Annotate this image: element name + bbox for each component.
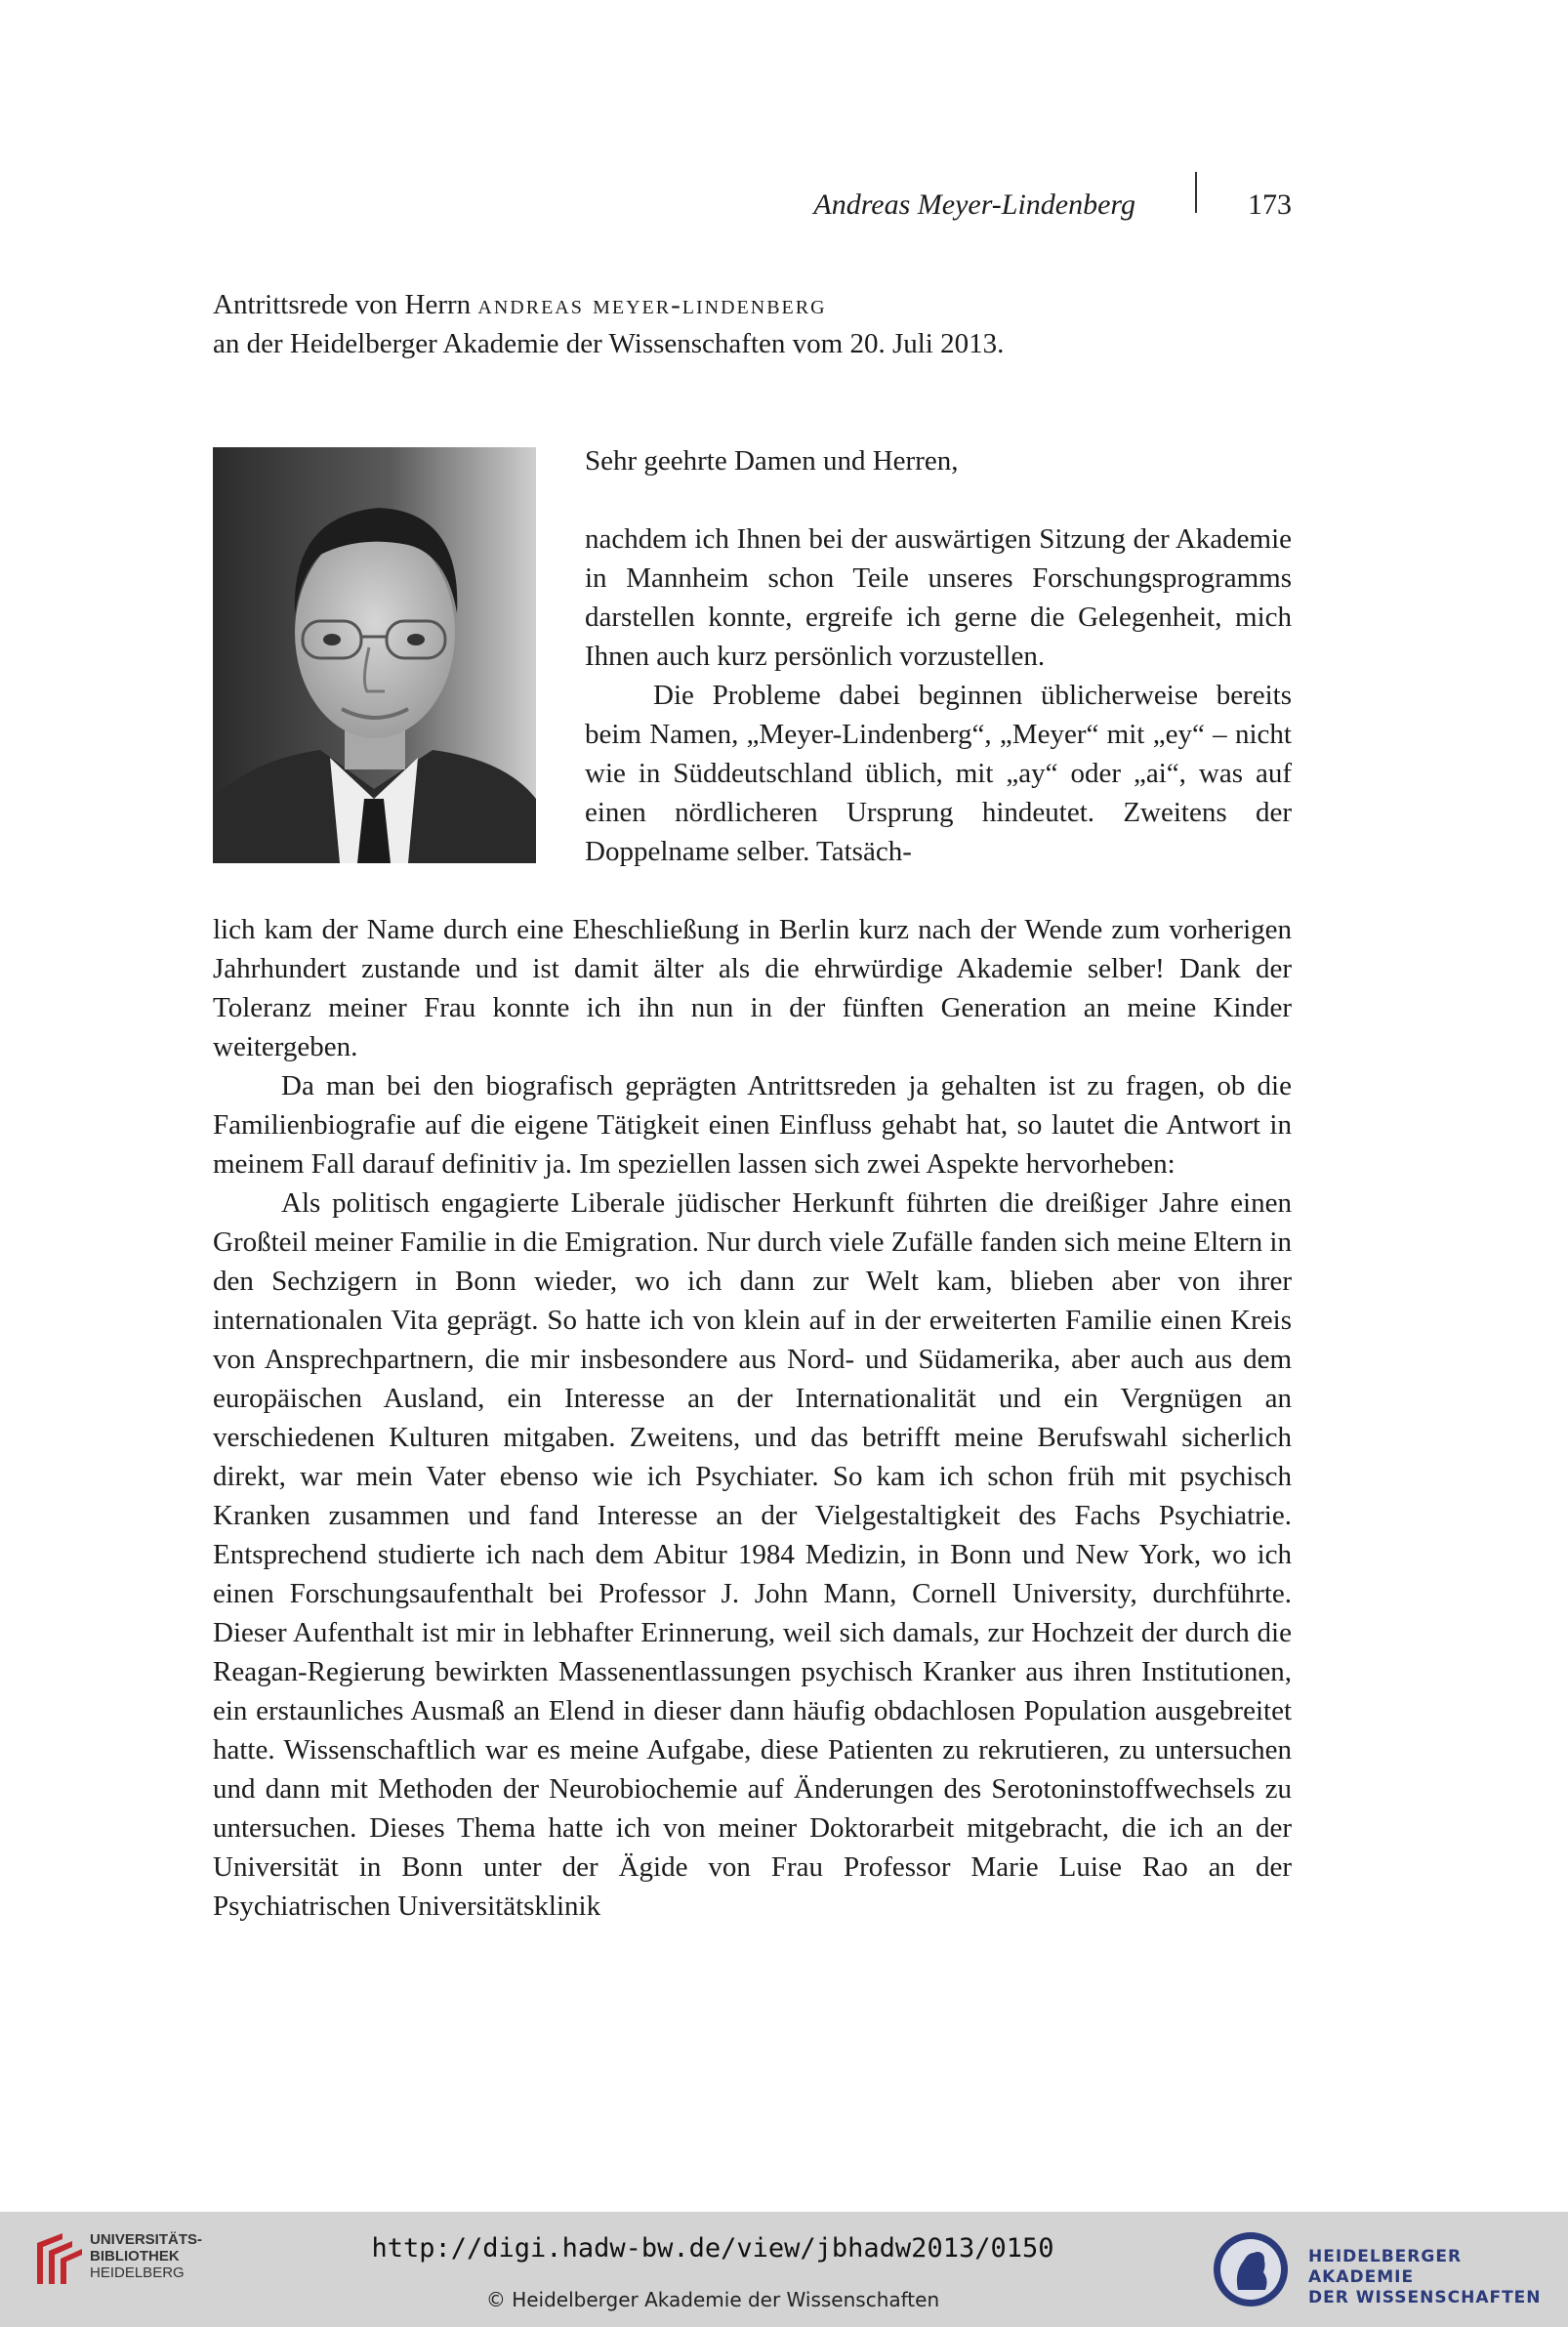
ub-line-2: BIBLIOTHEK <box>90 2248 180 2265</box>
academy-name <box>1308 2247 1552 2308</box>
running-head <box>683 186 1292 244</box>
body-text-main <box>213 910 1292 1926</box>
author-portrait <box>213 447 536 863</box>
academy-line-1: HEIDELBERGER AKADEMIE <box>1308 2247 1463 2287</box>
paragraph: Da man bei den biografisch geprägten Antrittsreden ja gehalten ist zu fragen, ob die Familienbiografie auf die eigene Tätigkeit einen Einfluss gehabt hat, so lautet die Antwort in meinem Fall darauf definitiv ja. Im speziellen lassen sich zwei Aspekte hervorheben: <box>213 1070 1292 1180</box>
university-library-name <box>90 2231 246 2281</box>
ub-line-3: HEIDELBERG <box>90 2265 185 2281</box>
salutation: Sehr geehrte Damen und Herren, <box>585 445 959 477</box>
ub-line-1: UNIVERSITÄTS- <box>90 2231 203 2248</box>
paragraph: Als politisch engagierte Liberale jüdischer Herkunft führten die dreißiger Jahre einen Großteil meiner Familie in die Emigration. Nur durch viele Zufälle fanden sich meine Eltern in den Sechzigern in Bonn wieder, wo ich dann zur Welt kam, blieben aber von ihrer internationalen Vita geprägt. So hatte ich von klein auf in der erweiterten Familie einen Kreis von Ansprechpartnern, die mir insbesondere aus Nord- und Südamerika, aber auch aus dem europäischen Ausland, ein Interesse an der Internationalität und ein Vergnügen an verschiedenen Kulturen mitgaben. Zweitens, und das betrifft meine Berufswahl sicherlich direkt, war mein Vater ebenso wie ich Psychiater. So kam ich schon früh mit psychisch Kranken zusammen und fand Interesse an der Vielgestaltigkeit des Fachs Psychiatrie. Entsprechend studierte ich nach dem Abitur 1984 Medizin, in Bonn und New York, wo ich einen Forschungsaufenthalt bei Professor J. John Mann, Cornell University, durchführte. Dieser Aufenthalt ist mir in lebhafter Erinnerung, weil sich damals, zur Hochzeit der durch die Reagan-Regierung bewirkten Massenentlassungen psychisch Kranker aus ihren Institutionen, ein erstaunliches Ausmaß an Elend in dieser dann häufig obdachlosen Population ausgebreitet hatte. Wissenschaftlich war es meine Aufgabe, diese Patienten zu rekrutieren, zu untersuchen und dann mit Methoden der Neurobiochemie auf Änderungen des Serotoninstoffwechsels zu untersuchen. Dieses Thema hatte ich von meiner Doktorarbeit mitgebracht, die ich an der Universität in Bonn unter der Ägide von Frau Professor Marie Luise Rao an der Psychiatrischen Universitätsklinik <box>213 1187 1292 1922</box>
paragraph: nachdem ich Ihnen bei der auswärtigen Sitzung der Akademie in Mannheim schon Teile unseres Forschungsprogramms darstellen konnte, ergreife ich gerne die Gelegenheit, mich Ihnen auch kurz persönlich vorzustellen. <box>585 523 1292 672</box>
running-head-author: Andreas Meyer-Lindenberg <box>813 188 1135 221</box>
permalink-url[interactable]: http://digi.hadw-bw.de/view/jbhadw2013/0150 <box>371 2233 1054 2264</box>
portrait-illustration <box>213 447 536 863</box>
running-head-divider <box>1195 172 1197 213</box>
heading-line-1 <box>213 285 1297 324</box>
paragraph: lich kam der Name durch eine Eheschließung in Berlin kurz nach der Wende zum vorherigen Jahrhundert zustande und ist damit älter als die ehrwürdige Akademie selber! Dank der Toleranz meiner Frau konnte ich ihn nun in der fünften Generation an meine Kinder weitergeben. <box>213 914 1292 1062</box>
copyright-notice: © Heidelberger Akademie der Wissenschaften <box>485 2288 940 2311</box>
heading-line-2: an der Heidelberger Akademie der Wissenschaften vom 20. Juli 2013. <box>213 328 1005 359</box>
page-number: 173 <box>1248 188 1292 221</box>
body-text-beside-portrait <box>585 519 1292 871</box>
paragraph: Die Probleme dabei beginnen üblicherweise bereits beim Namen, „Meyer-Lindenberg“, „Meyer“ mit „ey“ – nicht wie in Süddeutschland üblich, mit „ay“ oder „ai“, was auf einen nördlicheren Ursprung hindeutet. Zweitens der Doppelname selber. Tatsäch- <box>585 680 1292 867</box>
heading-prefix: Antrittsrede von Herrn <box>213 289 478 320</box>
academy-seal-icon <box>1211 2229 1291 2309</box>
university-library-logo-icon <box>33 2229 86 2288</box>
heading-speaker-name: andreas meyer-lindenberg <box>477 289 827 320</box>
academy-line-2: DER WISSENSCHAFTEN <box>1308 2288 1542 2307</box>
footer-bar <box>0 2212 1568 2327</box>
speech-heading <box>213 285 1297 363</box>
